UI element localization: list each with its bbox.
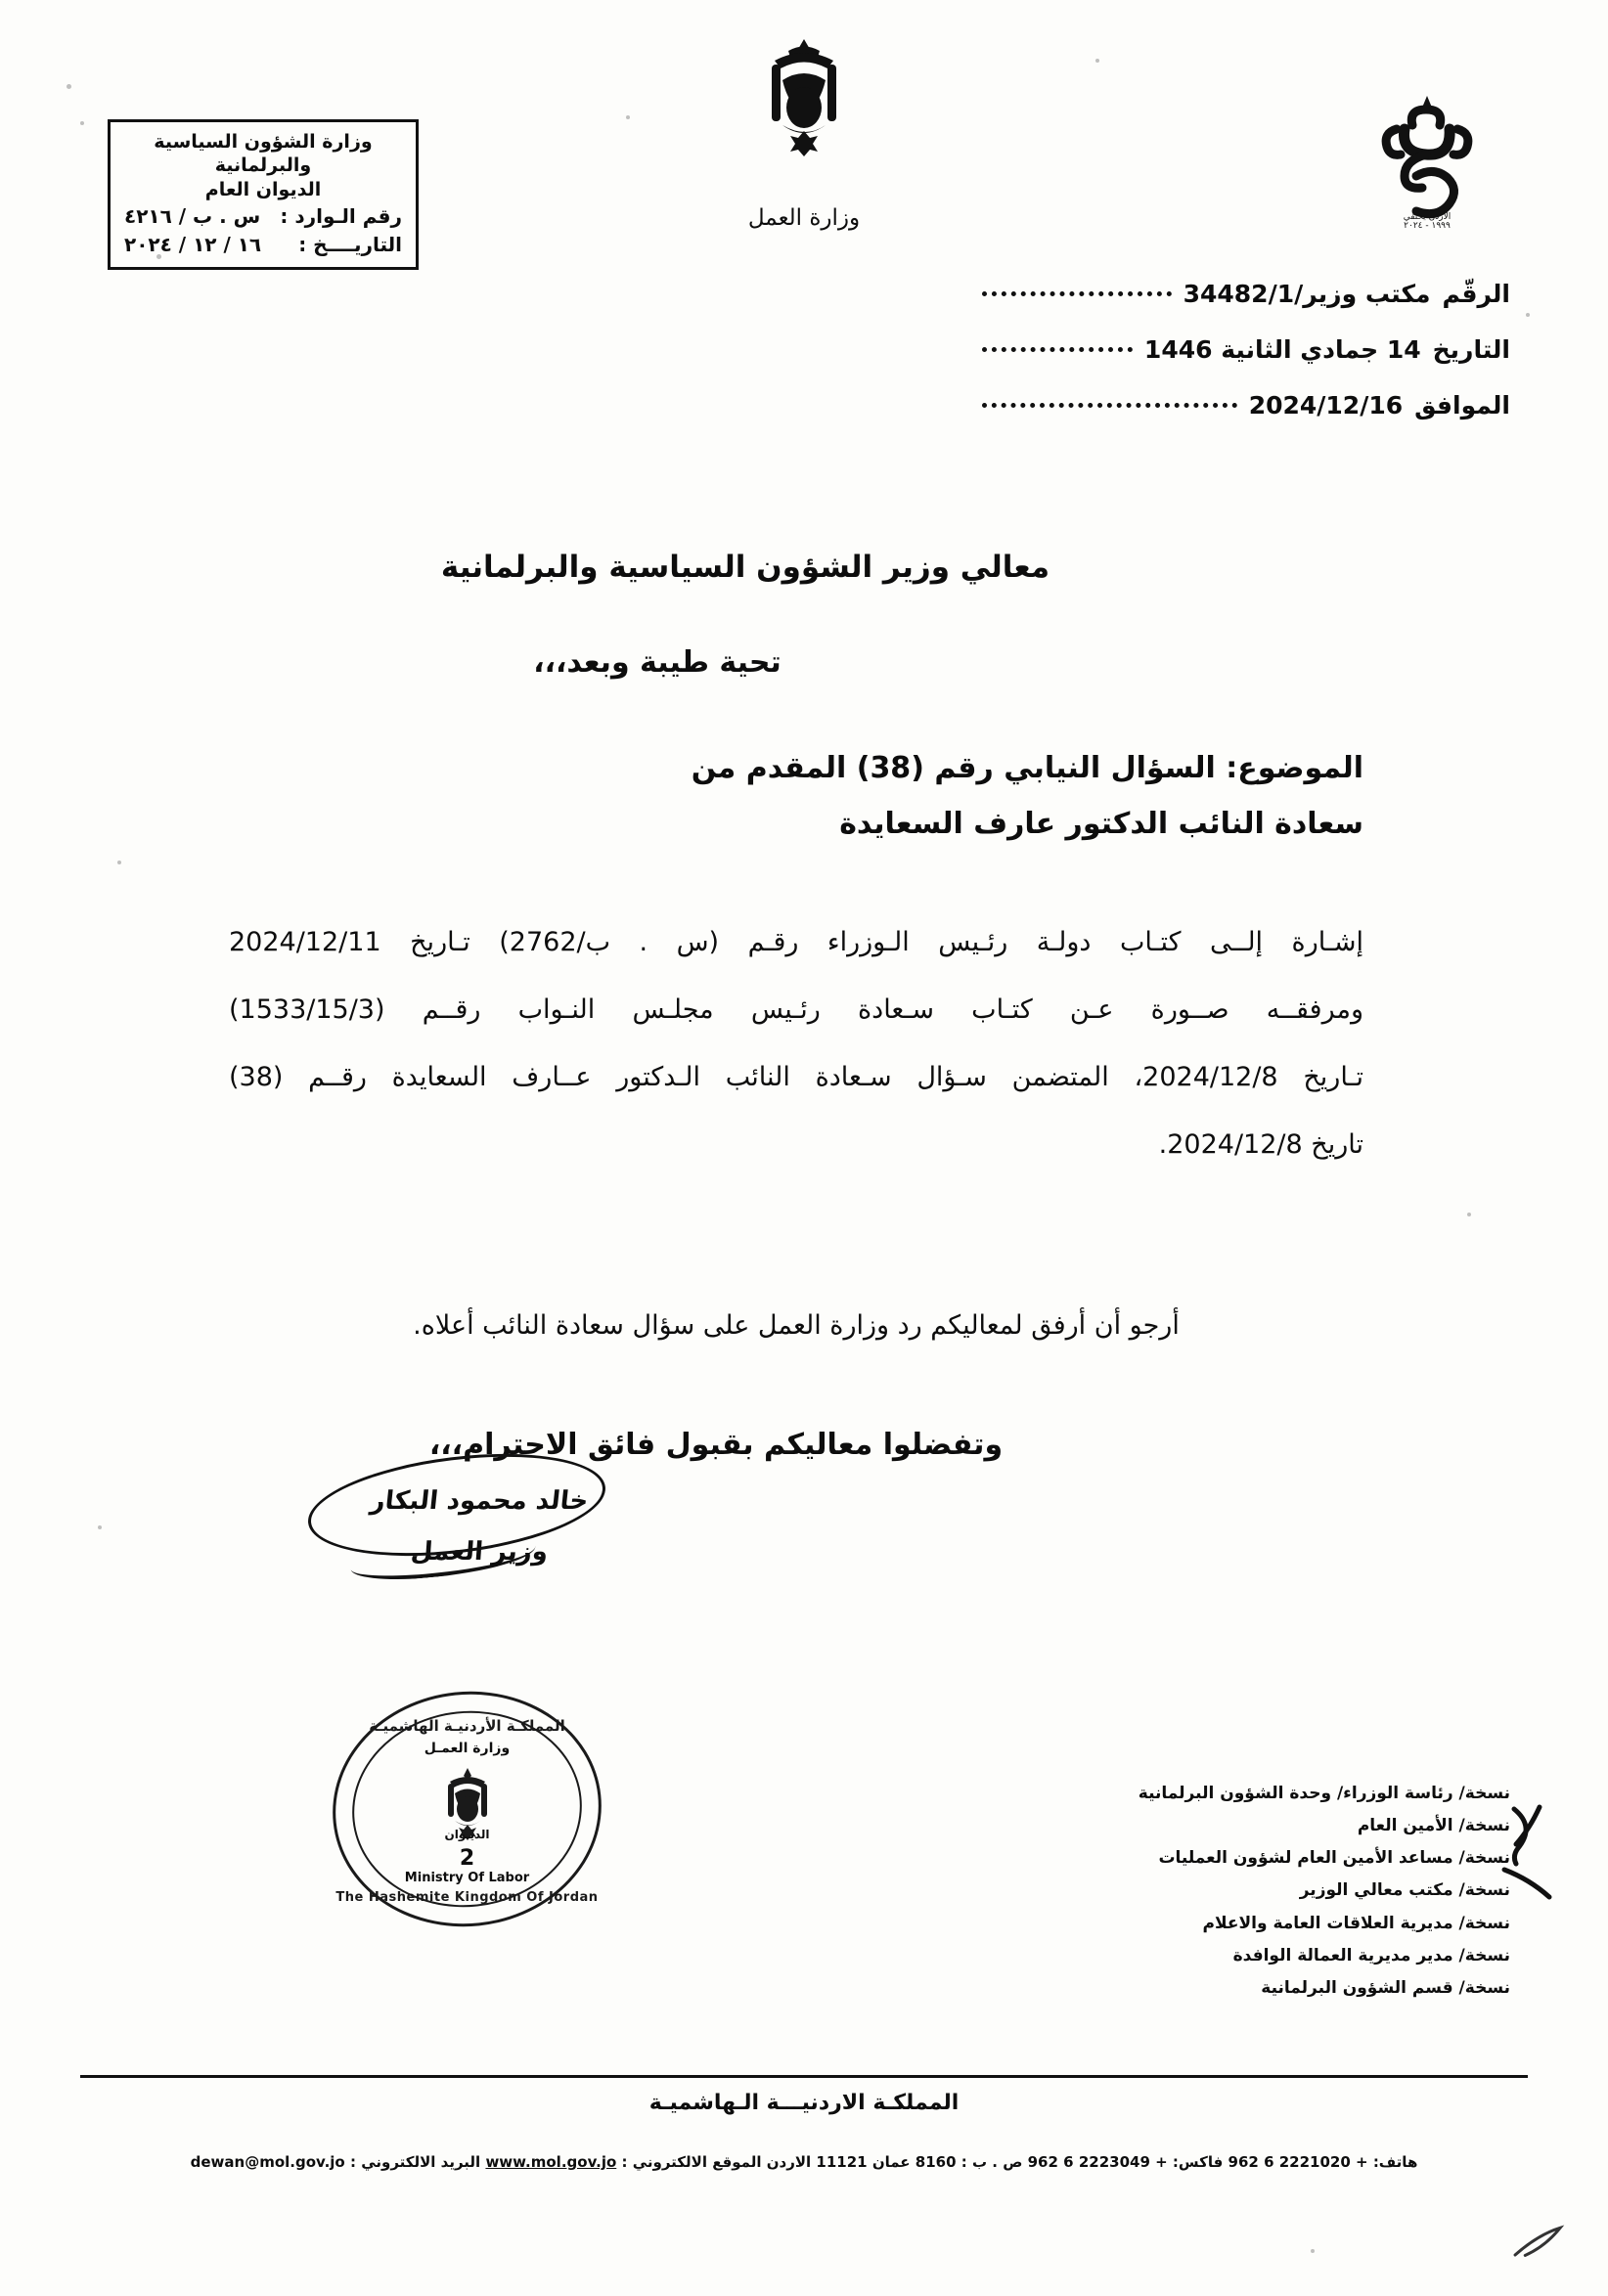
- dotted-filler: [982, 347, 1133, 352]
- footer-fax-label: فاكس:: [1172, 2153, 1224, 2171]
- gregorian-date-label: الموافق: [1414, 391, 1510, 419]
- closing-salutation: وتفضلوا معاليكم بقبول فائق الاحترام،،،: [428, 1428, 1004, 1462]
- stamp-incoming-number-value: س . ب / ٤٢١٦: [124, 203, 261, 228]
- body-line: تاريخ 2024/12/8.: [1158, 1128, 1363, 1160]
- stamp-date-label: التاريــــخ :: [298, 232, 402, 256]
- scan-speck: [1526, 313, 1530, 317]
- reference-number-label: الرقّم: [1442, 280, 1510, 308]
- body-paragraph: [229, 909, 1363, 1178]
- scan-speck: [1467, 1213, 1471, 1216]
- hijri-date-value: 14 جمادي الثانية 1446: [1143, 335, 1421, 364]
- stamp-org-line1: وزارة الشؤون السياسية والبرلمانية: [154, 131, 373, 177]
- footer-website-label: الموقع الالكتروني :: [621, 2153, 762, 2171]
- footer-email-label: البريد الالكتروني :: [349, 2153, 481, 2171]
- handwritten-initials-mark: [1500, 1799, 1569, 1907]
- seal-arc-top: المملكـة الأردنيـة الهاشميـة: [369, 1717, 565, 1735]
- subject-block: [229, 740, 1363, 852]
- seal-arc-bottom-en: Ministry Of Labor: [404, 1871, 530, 1885]
- stamp-incoming-number-row: [120, 204, 406, 230]
- seal-arc-mid: وزارة العمـل: [424, 1741, 511, 1756]
- gregorian-date-value: 2024/12/16: [1248, 391, 1404, 419]
- scan-speck: [67, 84, 71, 89]
- footer-contact-line: [0, 2153, 1608, 2171]
- scan-speck: [626, 115, 630, 119]
- footer-kingdom: المملكـة الاردنيـــة الـهاشميـة: [648, 2091, 960, 2115]
- seal-department: الديـوان: [444, 1828, 490, 1842]
- footer-phone: 962 6 2221020 +: [1228, 2153, 1368, 2171]
- body-line: إشـارة إلــى كتـاب دولـة رئـيس الـوزراء رقـم (س . ب/2762) تـاريخ 2024/12/11: [229, 927, 1363, 957]
- ministry-name: وزارة العمل: [747, 205, 861, 231]
- footer-phone-label: هاتف:: [1372, 2153, 1418, 2171]
- subject-line-1: الموضوع: السؤال النيابي رقم (38) المقدم من: [691, 751, 1363, 785]
- stamp-org-line2: الديوان العام: [204, 178, 322, 200]
- cc-distribution-list: [1060, 1778, 1510, 2005]
- gregorian-date-line: [982, 391, 1510, 419]
- request-sentence: أرجو أن أرفق لمعاليكم رد وزارة العمل على سؤال سعادة النائب أعلاه.: [413, 1310, 1180, 1341]
- signature-block: [293, 1486, 665, 1567]
- dotted-filler: [982, 403, 1237, 408]
- subject-line-2: سعادة النائب الدكتور عارف السعايدة: [839, 807, 1363, 841]
- footer-email-link[interactable]: dewan@mol.gov.jo: [190, 2153, 345, 2171]
- jordan-anniversary-calligraphy-logo-icon: [1354, 86, 1500, 233]
- cc-item: نسخة/ مديرية العلاقات العامة والاعلام: [1202, 1913, 1510, 1933]
- svg-text:١٩٩٩ - ٢٠٢٤: ١٩٩٩ - ٢٠٢٤: [1404, 221, 1451, 231]
- stamp-date-value: ١٦ / ١٢ / ٢٠٢٤: [124, 232, 262, 256]
- incoming-registration-stamp: [108, 119, 419, 270]
- cc-item: نسخة/ مدير مديرية العمالة الوافدة: [1232, 1945, 1510, 1965]
- scan-speck: [1095, 59, 1099, 63]
- greeting: تحية طيبة وبعد،،،: [533, 645, 782, 680]
- official-round-seal: [333, 1692, 602, 1926]
- jordan-coat-of-arms-icon: [745, 35, 863, 162]
- body-line: ومرفقــه صــورة عـن كتـاب سـعادة رئـيس مجلـس النـواب رقــم (1533/15/3): [229, 993, 1363, 1025]
- signer-title: وزير العمل: [409, 1537, 550, 1567]
- reference-number-value: مكتب وزير/34482/1: [1183, 280, 1431, 308]
- seal-number: 2: [459, 1846, 475, 1872]
- footer-pobox: 8160 عمان 11121 الاردن: [766, 2153, 957, 2171]
- reference-block: [982, 280, 1510, 447]
- footer-website-link[interactable]: www.mol.gov.jo: [485, 2153, 617, 2171]
- stamp-date-row: [120, 233, 406, 258]
- svg-text:الأردن يحتفي: الأردن يحتفي: [1403, 212, 1452, 222]
- scan-speck: [117, 861, 121, 864]
- hijri-date-line: [982, 335, 1510, 364]
- reference-number-line: [982, 280, 1510, 308]
- signer-name: خالد محمود البكار: [369, 1486, 590, 1516]
- cc-item: نسخة/ مساعد الأمين العام لشؤون العمليات: [1158, 1848, 1510, 1869]
- addressee: معالي وزير الشؤون السياسية والبرلمانية: [440, 550, 1050, 585]
- scan-speck: [98, 1525, 102, 1529]
- dotted-filler: [982, 291, 1172, 296]
- scan-speck: [1311, 2249, 1315, 2253]
- footer-fax: 962 6 2223049 +: [1027, 2153, 1168, 2171]
- footer-divider: [80, 2075, 1528, 2078]
- scan-speck: [80, 121, 84, 125]
- footer-pobox-label: ص . ب :: [960, 2153, 1023, 2171]
- cc-item: نسخة/ الأمين العام: [1357, 1816, 1510, 1836]
- hijri-date-label: التاريخ: [1432, 335, 1510, 364]
- cc-item: نسخة/ قسم الشؤون البرلمانية: [1261, 1977, 1510, 1998]
- corner-pen-mark: [1506, 2212, 1568, 2279]
- cc-item: نسخة/ رئاسة الوزراء/ وحدة الشؤون البرلمانية: [1138, 1784, 1510, 1803]
- body-line: تـاريخ 2024/12/8، المتضمن سـؤال سـعادة النائب الـدكتور عــارف السعايدة رقــم (38): [229, 1061, 1363, 1092]
- cc-item: نسخة/ مكتب معالي الوزير: [1299, 1880, 1510, 1901]
- seal-arc-bottom-en2: The Hashemite Kingdom Of Jordan: [335, 1890, 599, 1905]
- stamp-incoming-number-label: رقم الـوارد :: [280, 203, 402, 228]
